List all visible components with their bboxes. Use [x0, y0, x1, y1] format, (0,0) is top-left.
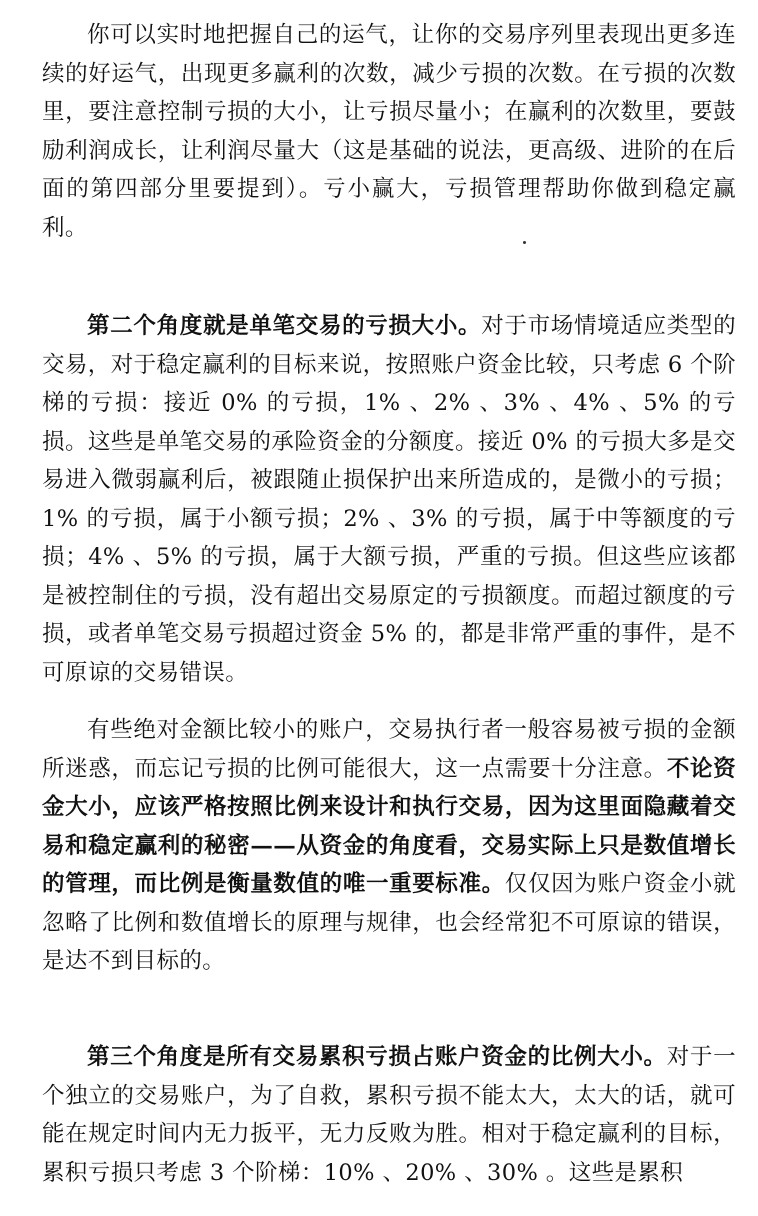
- paragraph-1-text: 你可以实时地把握自己的运气，让你的交易序列里表现出更多连续的好运气，出现更多赢利的次数，减少亏损的次数。在亏损的次数里，要注意控制亏损的大小，让亏损尽量小；在赢利的次数里，要鼓励利润成长，让利润尽量大（这是基础的说法，更高级、进阶的在后面的第四部分里要提到）。亏小赢大，亏损管理帮助你做到稳定赢利。: [42, 22, 736, 241]
- paragraph-3-emphasis: 不论资金大小，应该严格按照比例来设计和执行交易，因为这里面隐藏着交易和稳定赢利的秘密——从资金的角度看，交易实际上只是数值增长的管理，而比例是衡量数值的唯一重要标准。: [42, 755, 736, 897]
- paragraph-2-text: 对于市场情境适应类型的交易，对于稳定赢利的目标来说，按照账户资金比较，只考虑 6 个阶梯的亏损：接近 0% 的亏损，1% 、2% 、3% 、4% 、5% 的亏损。这些是单笔交易的承险资金的分额度。接近 0% 的亏损大多是交易进入微弱赢利后，被跟随止损保护出来所造成的，是微小的亏损；1% 的亏损，属于小额亏损；2% 、3% 的亏损，属于中等额度的亏损；4% 、5% 的亏损，属于大额亏损，严重的亏损。但这些应该都是被控制住的亏损，没有超出交易原定的亏损额度。而超过额度的亏损，或者单笔交易亏损超过资金 5% 的，都是非常严重的事件，是不可原谅的交易错误。: [42, 313, 736, 686]
- paragraph-3-end: 仅仅因为账户资金小就忽略了比例和数值增长的原理与规律，也会经常犯不可原谅的错误，是达不到目标的。: [42, 871, 736, 974]
- paragraph-3: [42, 711, 736, 981]
- paragraph-2: [42, 307, 736, 692]
- paragraph-4-lead: 第三个角度是所有交易累积亏损占账户资金的比例大小。: [87, 1044, 667, 1070]
- stray-mark: [523, 241, 526, 244]
- paragraph-3-start: 有些绝对金额比较小的账户，交易执行者一般容易被亏损的金额所迷惑，而忘记亏损的比例可能很大，这一点需要十分注意。: [42, 717, 736, 782]
- paragraph-1: [42, 16, 736, 247]
- paragraph-4: [42, 1038, 736, 1192]
- paragraph-2-lead: 第二个角度就是单笔交易的亏损大小。: [87, 313, 482, 339]
- paragraph-4-text: 对于一个独立的交易账户，为了自救，累积亏损不能太大，太大的话，就可能在规定时间内无力扳平，无力反败为胜。相对于稳定赢利的目标，累积亏损只考虑 3 个阶梯：10% 、20% 、30% 。这些是累积: [42, 1044, 736, 1186]
